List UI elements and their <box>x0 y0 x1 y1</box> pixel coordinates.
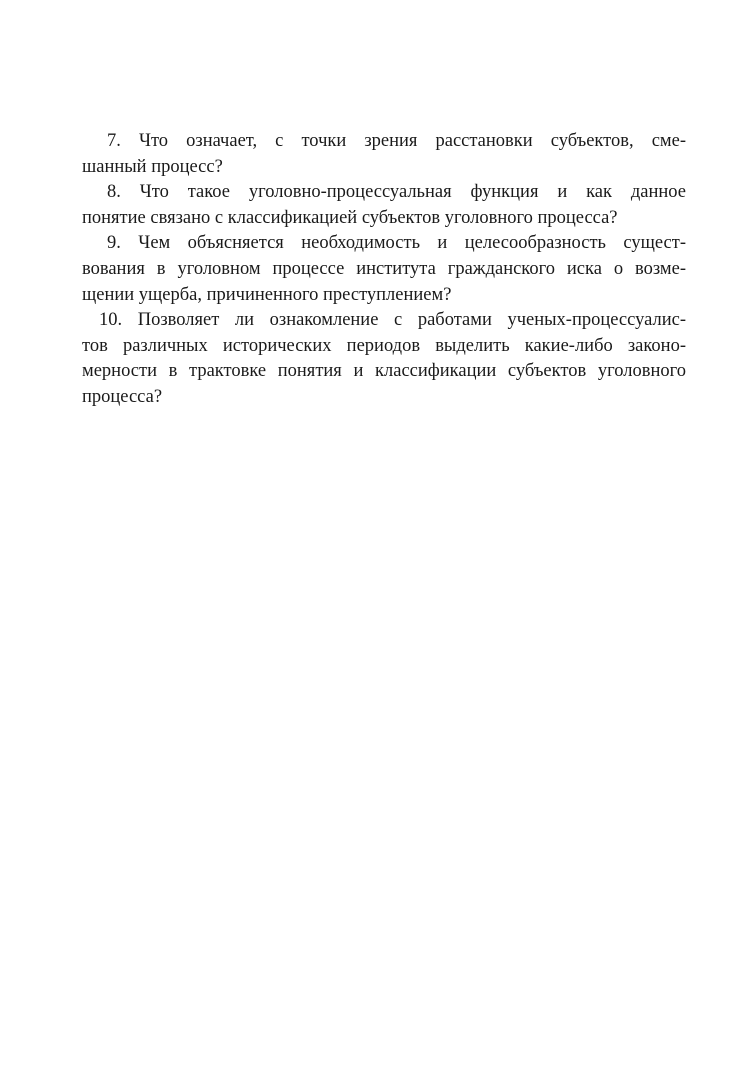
question-8-line-2: понятие связано с классификацией субъектов уголовного процесса? <box>82 207 618 228</box>
question-10-line-4: процесса? <box>82 386 163 407</box>
question-10-line-2: тов различных исторических периодов выделить какие-либо законо- <box>82 335 686 356</box>
question-9 <box>82 231 686 308</box>
questions-list <box>82 129 686 411</box>
question-7-line-2: шанный процесс? <box>82 156 223 177</box>
question-9-line-3: щении ущерба, причиненного преступлением? <box>82 284 452 305</box>
question-10 <box>82 308 686 410</box>
question-8-line-1: 8. Что такое уголовно-процессуальная функция и как данное <box>107 182 686 203</box>
question-7-line-1: 7. Что означает, с точки зрения расстановки субъектов, сме- <box>107 131 686 151</box>
question-9-line-2: вования в уголовном процессе института гражданского иска о возме- <box>82 258 686 279</box>
question-10-line-3: мерности в трактовке понятия и классификации субъектов уголовного <box>82 361 686 382</box>
question-9-line-1: 9. Чем объясняется необходимость и целесообразность сущест- <box>107 233 686 254</box>
question-10-line-1: 10. Позволяет ли ознакомление с работами ученых-процессуалис- <box>99 310 686 331</box>
question-8 <box>82 180 686 231</box>
question-7 <box>82 129 686 180</box>
